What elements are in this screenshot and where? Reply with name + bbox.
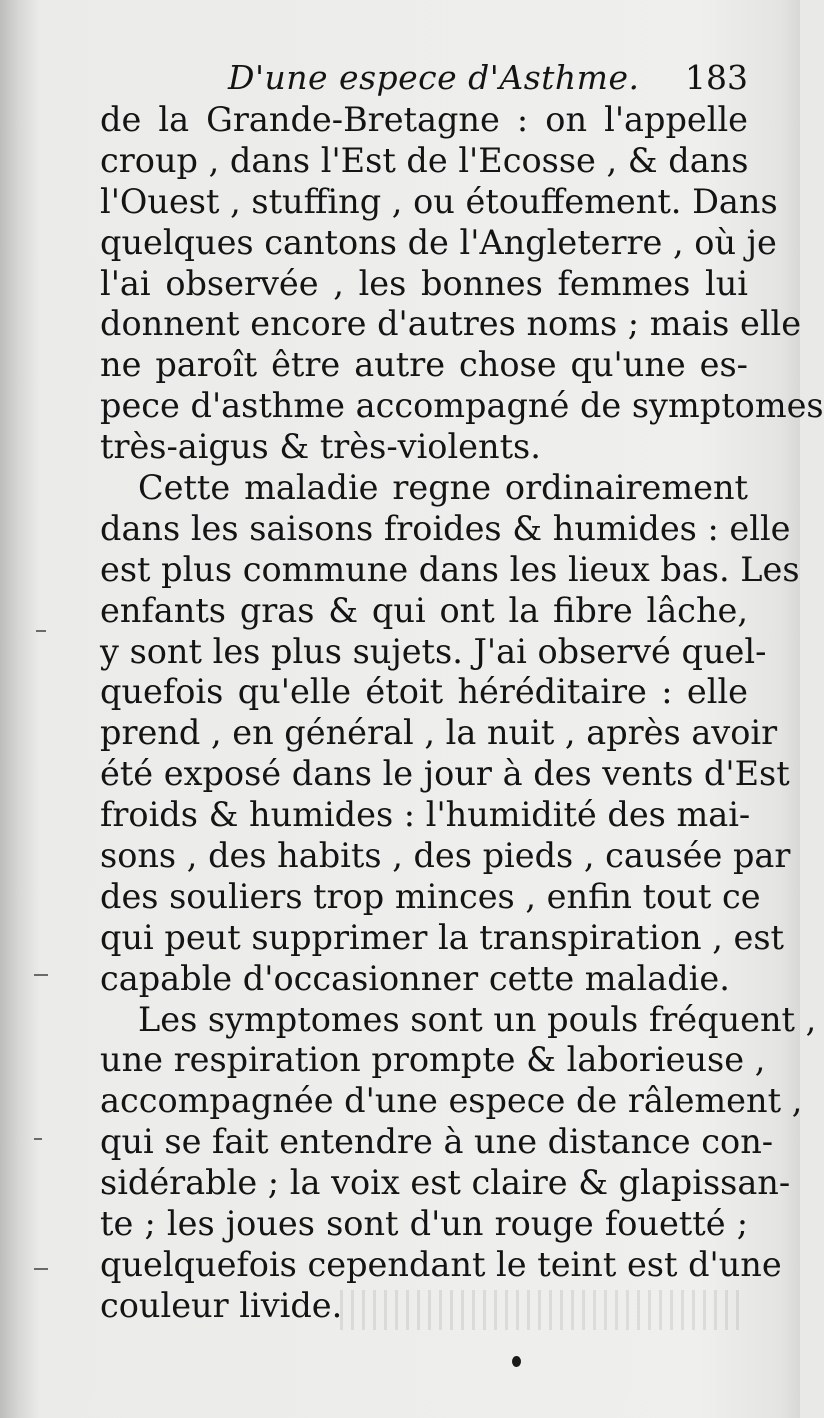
text-line: y sont les plus sujets. J'ai observé quel- (100, 631, 767, 671)
text-line: Les symptomes sont un pouls fréquent , (138, 999, 817, 1039)
margin-mark (34, 1268, 48, 1270)
text-line: qui se fait entendre à une distance con- (100, 1122, 774, 1162)
text-line: sidérable ; la voix est claire & glapissan- (100, 1163, 791, 1203)
text-line: de la Grande-Bretagne : on l'appelle (100, 100, 748, 139)
page-header (228, 54, 748, 100)
text-line: une respiration prompte & laborieuse , (100, 1040, 766, 1080)
text-line: couleur livide. (100, 1285, 343, 1325)
ink-dot (512, 1356, 521, 1367)
running-head: D'une espece d'Asthme. (228, 58, 640, 97)
text-line: sons , des habits , des pieds , causée par (100, 836, 791, 876)
text-line: qui peut supprimer la transpiration , est (100, 917, 785, 957)
text-line: quelques cantons de l'Angleterre , où je (100, 222, 777, 262)
text-line: Cette maladie regne ordinairement (138, 468, 748, 508)
text-line: pece d'asthme accompagné de symptomes (100, 386, 824, 426)
text-line: ne paroît être autre chose qu'une es- (100, 345, 748, 385)
text-line: est plus commune dans les lieux bas. Les (100, 549, 800, 589)
text-line: accompagnée d'une espece de râlement , (100, 1081, 803, 1121)
text-line: croup , dans l'Est de l'Ecosse , & dans (100, 140, 749, 180)
text-line: l'ai observée , les bonnes femmes lui (100, 263, 748, 303)
paragraph (100, 999, 817, 1327)
text-line: quelquefois cependant le teint est d'une (100, 1244, 782, 1284)
text-line: froids & humides : l'humidité des mai- (100, 795, 751, 835)
page-number: 183 (685, 58, 748, 97)
margin-mark (36, 630, 46, 632)
margin-mark (34, 974, 48, 976)
text-line: prend , en général , la nuit , après avoir (100, 713, 778, 753)
text-line: très-aigus & très-violents. (100, 427, 541, 467)
text-line: dans les saisons froides & humides : elle (100, 508, 791, 548)
text-line: été exposé dans le jour à des vents d'Est (100, 754, 790, 794)
body-text (100, 100, 824, 1327)
paragraph (100, 468, 800, 1000)
text-line: l'Ouest , stuffing , ou étouffement. Dans (100, 181, 778, 221)
text-line: donnent encore d'autres noms ; mais elle (100, 304, 802, 344)
text-line: te ; les joues sont d'un rouge fouetté ; (100, 1204, 748, 1244)
paragraph (100, 100, 824, 468)
show-through-text (340, 1290, 740, 1330)
text-line: enfants gras & qui ont la fibre lâche, (100, 590, 748, 630)
text-line: capable d'occasionner cette maladie. (100, 958, 730, 998)
text-line: quefois qu'elle étoit héréditaire : elle (100, 672, 748, 712)
text-line: des souliers trop minces , enfin tout ce (100, 876, 761, 916)
margin-mark (34, 1138, 42, 1140)
